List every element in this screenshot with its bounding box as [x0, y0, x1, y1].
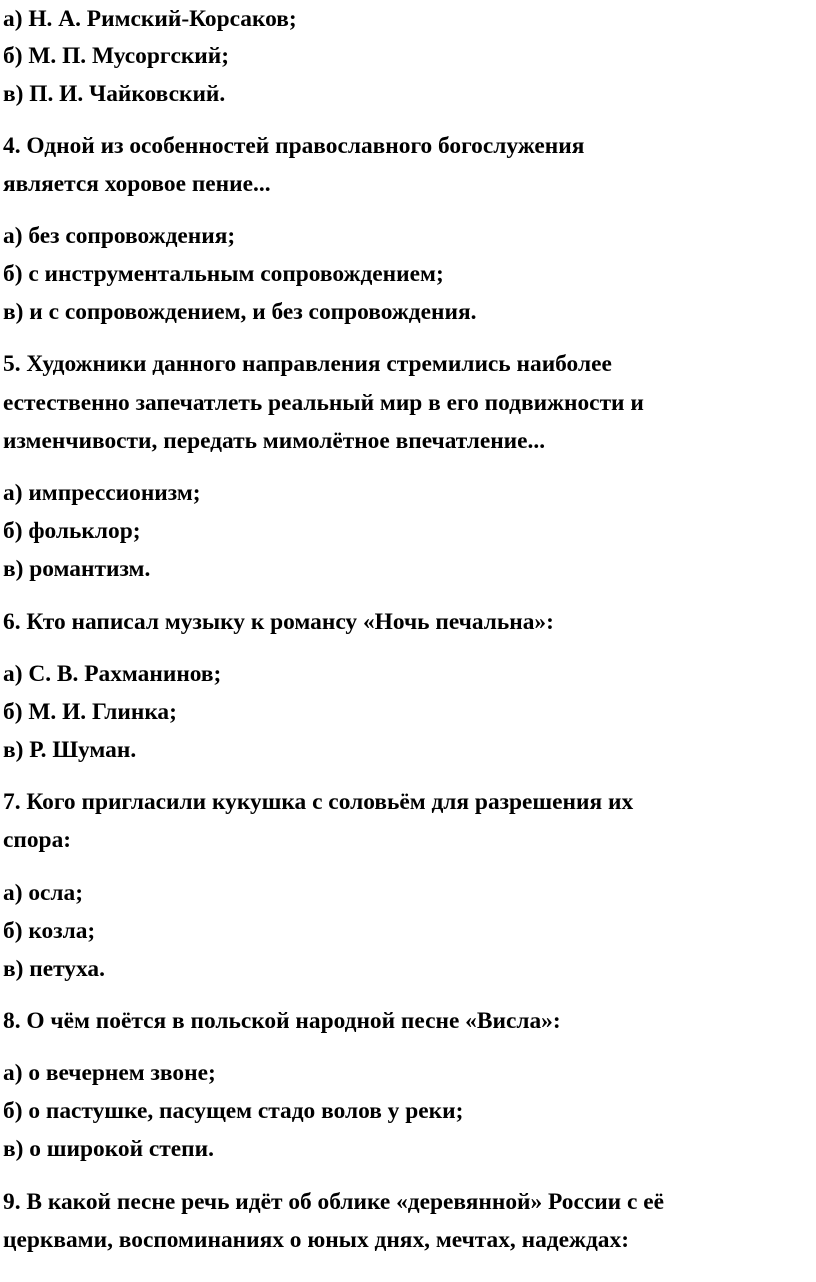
- q5-option-a: а) импрессионизм;: [3, 480, 201, 506]
- q9-question-line-1: 9. В какой песне речь идёт об облике «деревянной» России с её: [3, 1189, 665, 1215]
- q4-option-c: в) и с сопровождением, и без сопровождения.: [3, 299, 477, 325]
- q8-option-a: а) о вечернем звоне;: [3, 1060, 216, 1086]
- q7-option-a: а) осла;: [3, 880, 84, 906]
- q5-question-line-2: естественно запечатлеть реальный мир в его подвижности и: [3, 390, 644, 416]
- q5-question-line-1: 5. Художники данного направления стремились наиболее: [3, 351, 612, 377]
- q4-question-line-2: является хоровое пение...: [3, 171, 271, 197]
- q6-option-b: б) М. И. Глинка;: [3, 699, 177, 725]
- q5-option-c: в) романтизм.: [3, 556, 151, 582]
- q6-option-c: в) Р. Шуман.: [3, 737, 137, 763]
- q4-option-b: б) с инструментальным сопровождением;: [3, 261, 444, 287]
- q4-question-line-1: 4. Одной из особенностей православного богослужения: [3, 133, 585, 159]
- q3-option-a: а) Н. А. Римский-Корсаков;: [3, 6, 297, 32]
- q7-option-c: в) петуха.: [3, 956, 105, 982]
- q7-option-b: б) козла;: [3, 918, 96, 944]
- q3-option-b: б) М. П. Мусоргский;: [3, 43, 230, 69]
- q8-question-line-1: 8. О чём поётся в польской народной песне «Висла»:: [3, 1008, 561, 1034]
- q8-option-b: б) о пастушке, пасущем стадо волов у реки;: [3, 1098, 464, 1124]
- q9-question-line-2: церквами, воспоминаниях о юных днях, мечтах, надеждах:: [3, 1227, 629, 1253]
- q8-option-c: в) о широкой степи.: [3, 1136, 214, 1162]
- q5-option-b: б) фольклор;: [3, 518, 141, 544]
- q7-question-line-2: спора:: [3, 827, 72, 853]
- q7-question-line-1: 7. Кого пригласили кукушка с соловьём для разрешения их: [3, 789, 634, 815]
- q6-option-a: а) С. В. Рахманинов;: [3, 661, 222, 687]
- q5-question-line-3: изменчивости, передать мимолётное впечатление...: [3, 428, 546, 454]
- q3-option-c: в) П. И. Чайковский.: [3, 81, 226, 107]
- q4-option-a: а) без сопровождения;: [3, 223, 236, 249]
- q6-question-line-1: 6. Кто написал музыку к романсу «Ночь печальна»:: [3, 609, 554, 635]
